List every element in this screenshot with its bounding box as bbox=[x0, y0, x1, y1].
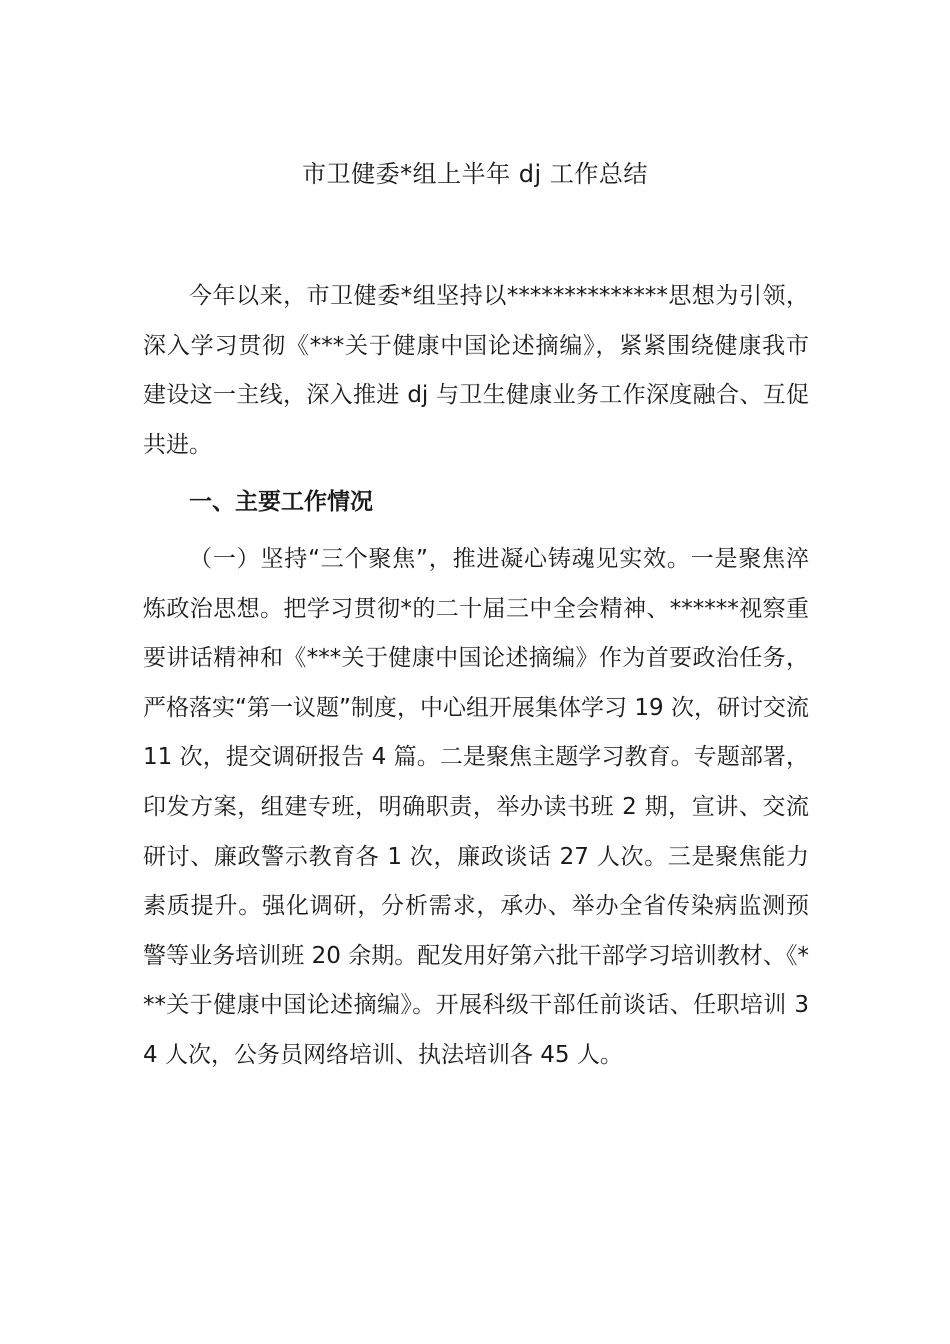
section-heading-main-work: 一、主要工作情况 bbox=[189, 489, 373, 515]
intro-paragraph: 今年以来，市卫健委*组坚持以**************思想为引领，深入学习贯彻《***关于健康中国论述摘编》，紧紧围绕健康我市建设这一主线，深入推进 dj 与卫生健康业务工作深度融合、互促共进。 bbox=[143, 283, 809, 458]
section-paragraph-1: （一）坚持“三个聚焦”，推进凝心铸魂见实效。一是聚焦淬炼政治思想。把学习贯彻*的二十届三中全会精神、******视察重要讲话精神和《***关于健康中国论述摘编》作为首要政治任务，严格落实“第一议题”制度，中心组开展集体学习 19 次，研讨交流 11 次，提交调研报告 4 篇。二是聚焦主题学习教育。专题部署，印发方案，组建专班，明确职责，举办读书班 2 期，宣讲、交流研讨、廉政警示教育各 1 次，廉政谈话 27 人次。三是聚焦能力素质提升。强化调研，分析需求，承办、举办全省传染病监测预警等业务培训班 20 余期。配发用好第六批干部学习培训教材、《***关于健康中国论述摘编》。开展科级干部任前谈话、任职培训 34 人次，公务员网络培训、执法培训各 45 人。 bbox=[143, 546, 809, 1068]
document-title: 市卫健委*组上半年 dj 工作总结 bbox=[302, 160, 648, 188]
